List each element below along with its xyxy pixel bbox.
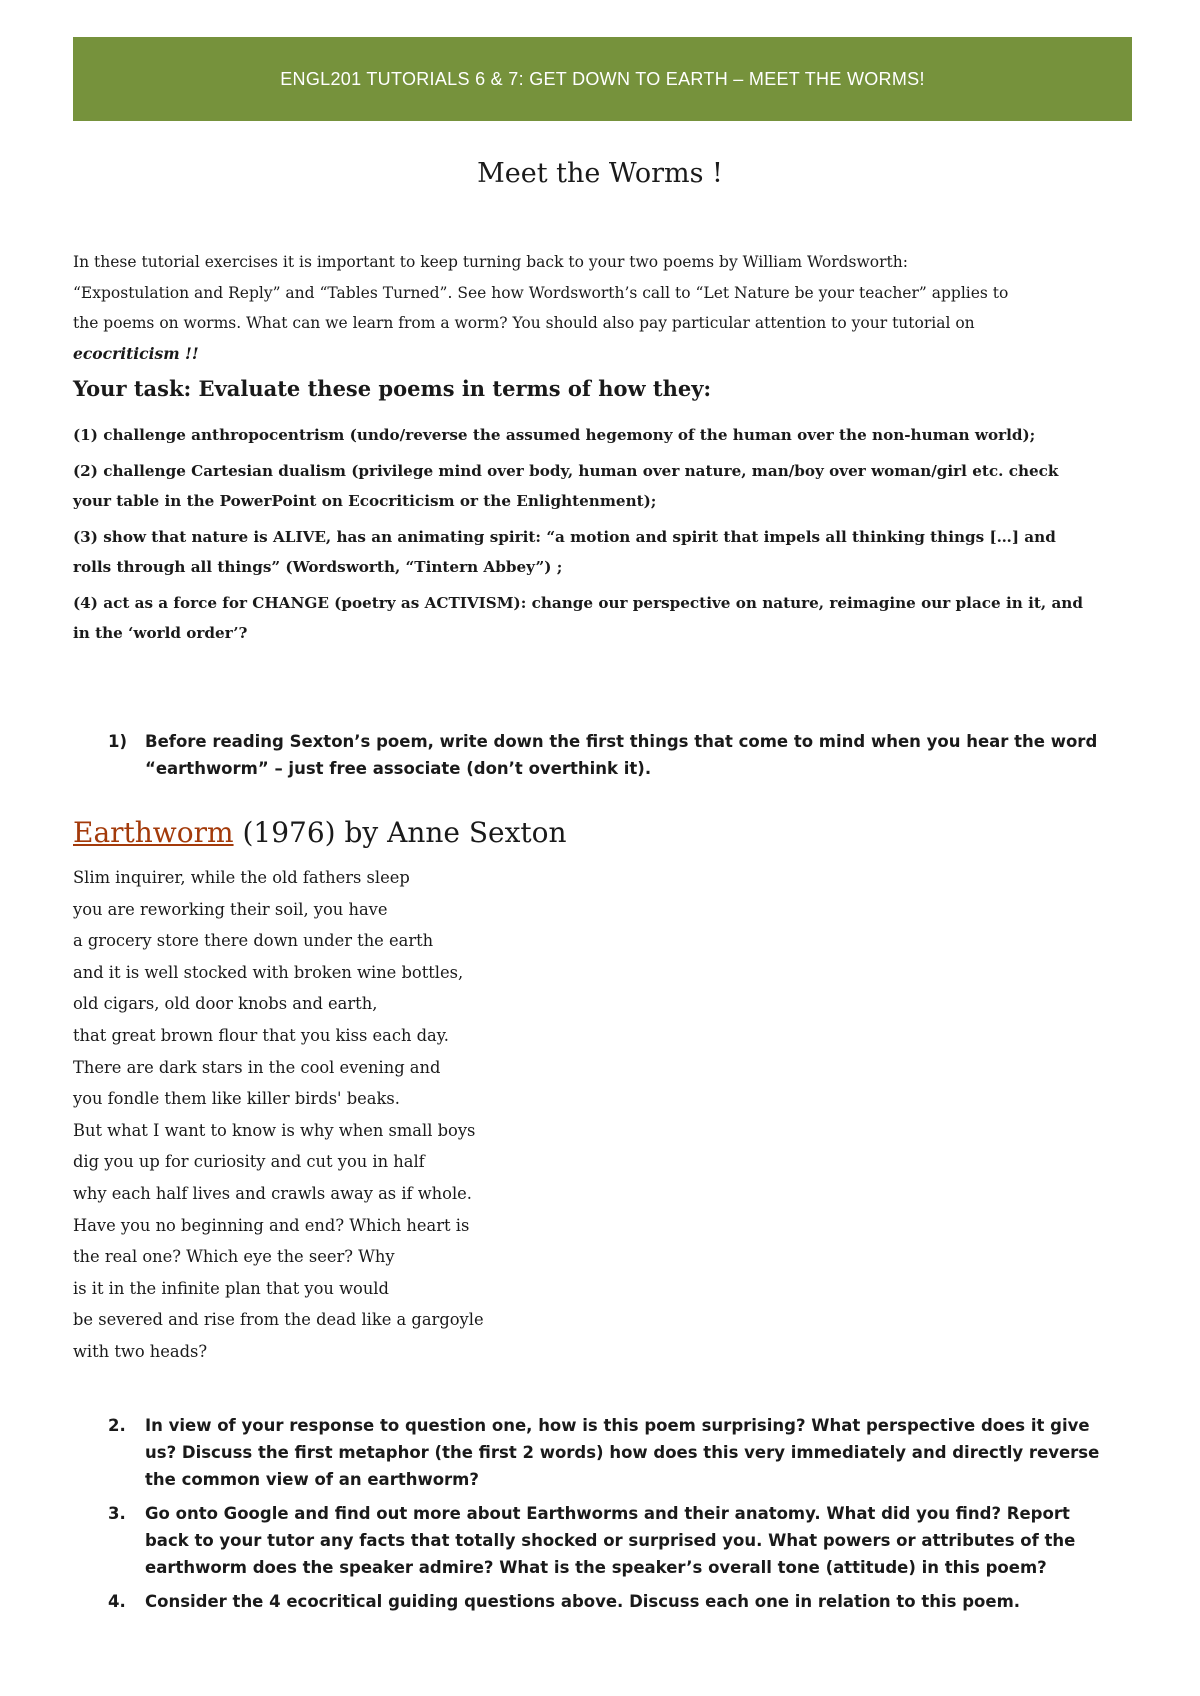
criterion-line: rolls through all things” (Wordsworth, “Tintern Abbey”) ; (73, 558, 563, 576)
question-2 (108, 1412, 1138, 1493)
question-3 (108, 1500, 1138, 1581)
header-banner-text: ENGL201 TUTORIALS 6 & 7: GET DOWN TO EARTH – MEET THE WORMS! (280, 68, 925, 89)
question-number: 1) (108, 732, 128, 751)
question-line: “earthworm” – just free associate (don’t overthink it). (145, 759, 652, 778)
criterion-line: in the ‘world order’? (73, 624, 248, 642)
criterion-line: (2) challenge Cartesian dualism (privilege mind over body, human over nature, man/boy over woman/girl etc. check (73, 462, 1059, 480)
question-1 (108, 728, 1128, 782)
poem-line: and it is well stocked with broken wine bottles, (73, 962, 464, 982)
criterion-3 (73, 522, 1143, 582)
intro-line: “Expostulation and Reply” and “Tables Turned”. See how Wordsworth’s call to “Let Nature be your teacher” applies to (73, 283, 1009, 302)
question-line: earthworm does the speaker admire? What is the speaker’s overall tone (attitude) in this poem? (145, 1558, 1047, 1577)
poem-title-rest: (1976) by Anne Sexton (233, 816, 567, 849)
question-line: us? Discuss the first metaphor (the first 2 words) how does this very immediately and directly reverse (145, 1443, 1100, 1462)
poem-body (73, 862, 484, 1368)
poem-line: dig you up for curiosity and cut you in half (73, 1152, 425, 1172)
question-line: Consider the 4 ecocritical guiding questions above. Discuss each one in relation to this poem. (145, 1592, 1021, 1611)
poem-line: why each half lives and crawls away as if whole. (73, 1183, 472, 1203)
poem-line: you are reworking their soil, you have (73, 899, 388, 919)
question-line: back to your tutor any facts that totally shocked or surprised you. What powers or attributes of the (145, 1531, 1076, 1550)
question-line: In view of your response to question one, how is this poem surprising? What perspective does it give (145, 1416, 1090, 1435)
poem-line: be severed and rise from the dead like a gargoyle (73, 1310, 484, 1330)
task-heading: Your task: Evaluate these poems in terms of how they: (73, 376, 712, 401)
intro-emphasis: ecocriticism !! (73, 343, 199, 363)
poem-line: the real one? Which eye the seer? Why (73, 1247, 395, 1267)
question-4 (108, 1588, 1138, 1615)
poem-line: old cigars, old door knobs and earth, (73, 994, 378, 1014)
poem-line: with two heads? (73, 1341, 208, 1361)
criterion-1 (73, 420, 1143, 450)
question-line: the common view of an earthworm? (145, 1470, 479, 1489)
criterion-line: (3) show that nature is ALIVE, has an animating spirit: “a motion and spirit that impels all thinking things […] and (73, 528, 1056, 546)
criterion-2 (73, 456, 1143, 516)
intro-line: In these tutorial exercises it is important to keep turning back to your two poems by William Wordsworth: (73, 253, 908, 271)
poem-line: is it in the infinite plan that you would (73, 1278, 389, 1298)
page-title: Meet the Worms ! (477, 158, 723, 189)
poem-line: Slim inquirer, while the old fathers sleep (73, 868, 410, 887)
criterion-line: (1) challenge anthropocentrism (undo/reverse the assumed hegemony of the human over the non-human world); (73, 426, 1036, 444)
question-list (108, 1412, 1138, 1622)
criterion-4 (73, 588, 1143, 648)
question-number: 2. (108, 1416, 126, 1435)
poem-title-link[interactable]: Earthworm (73, 816, 234, 849)
intro-paragraph (73, 247, 1138, 369)
question-number: 3. (108, 1504, 126, 1523)
header-banner (73, 37, 1132, 121)
poem-line: There are dark stars in the cool evening and (73, 1057, 441, 1077)
poem-line: you fondle them like killer birds' beaks. (73, 1089, 400, 1109)
question-line: Go onto Google and find out more about Earthworms and their anatomy. What did you find? Report (145, 1504, 1070, 1523)
criterion-line: your table in the PowerPoint on Ecocriticism or the Enlightenment); (73, 492, 657, 510)
criteria-list (73, 420, 1143, 654)
question-line: Before reading Sexton’s poem, write down the first things that come to mind when you hear the word (145, 732, 1098, 751)
poem-line: Have you no beginning and end? Which heart is (73, 1215, 470, 1235)
poem-heading (73, 816, 567, 849)
intro-line: the poems on worms. What can we learn from a worm? You should also pay particular attention to your tutorial on (73, 314, 975, 332)
criterion-line: (4) act as a force for CHANGE (poetry as ACTIVISM): change our perspective on nature, reimagine our place in it, and (73, 594, 1083, 612)
poem-line: But what I want to know is why when small boys (73, 1120, 476, 1140)
question-number: 4. (108, 1592, 126, 1611)
poem-line: a grocery store there down under the earth (73, 931, 434, 951)
poem-line: that great brown flour that you kiss each day. (73, 1025, 449, 1045)
